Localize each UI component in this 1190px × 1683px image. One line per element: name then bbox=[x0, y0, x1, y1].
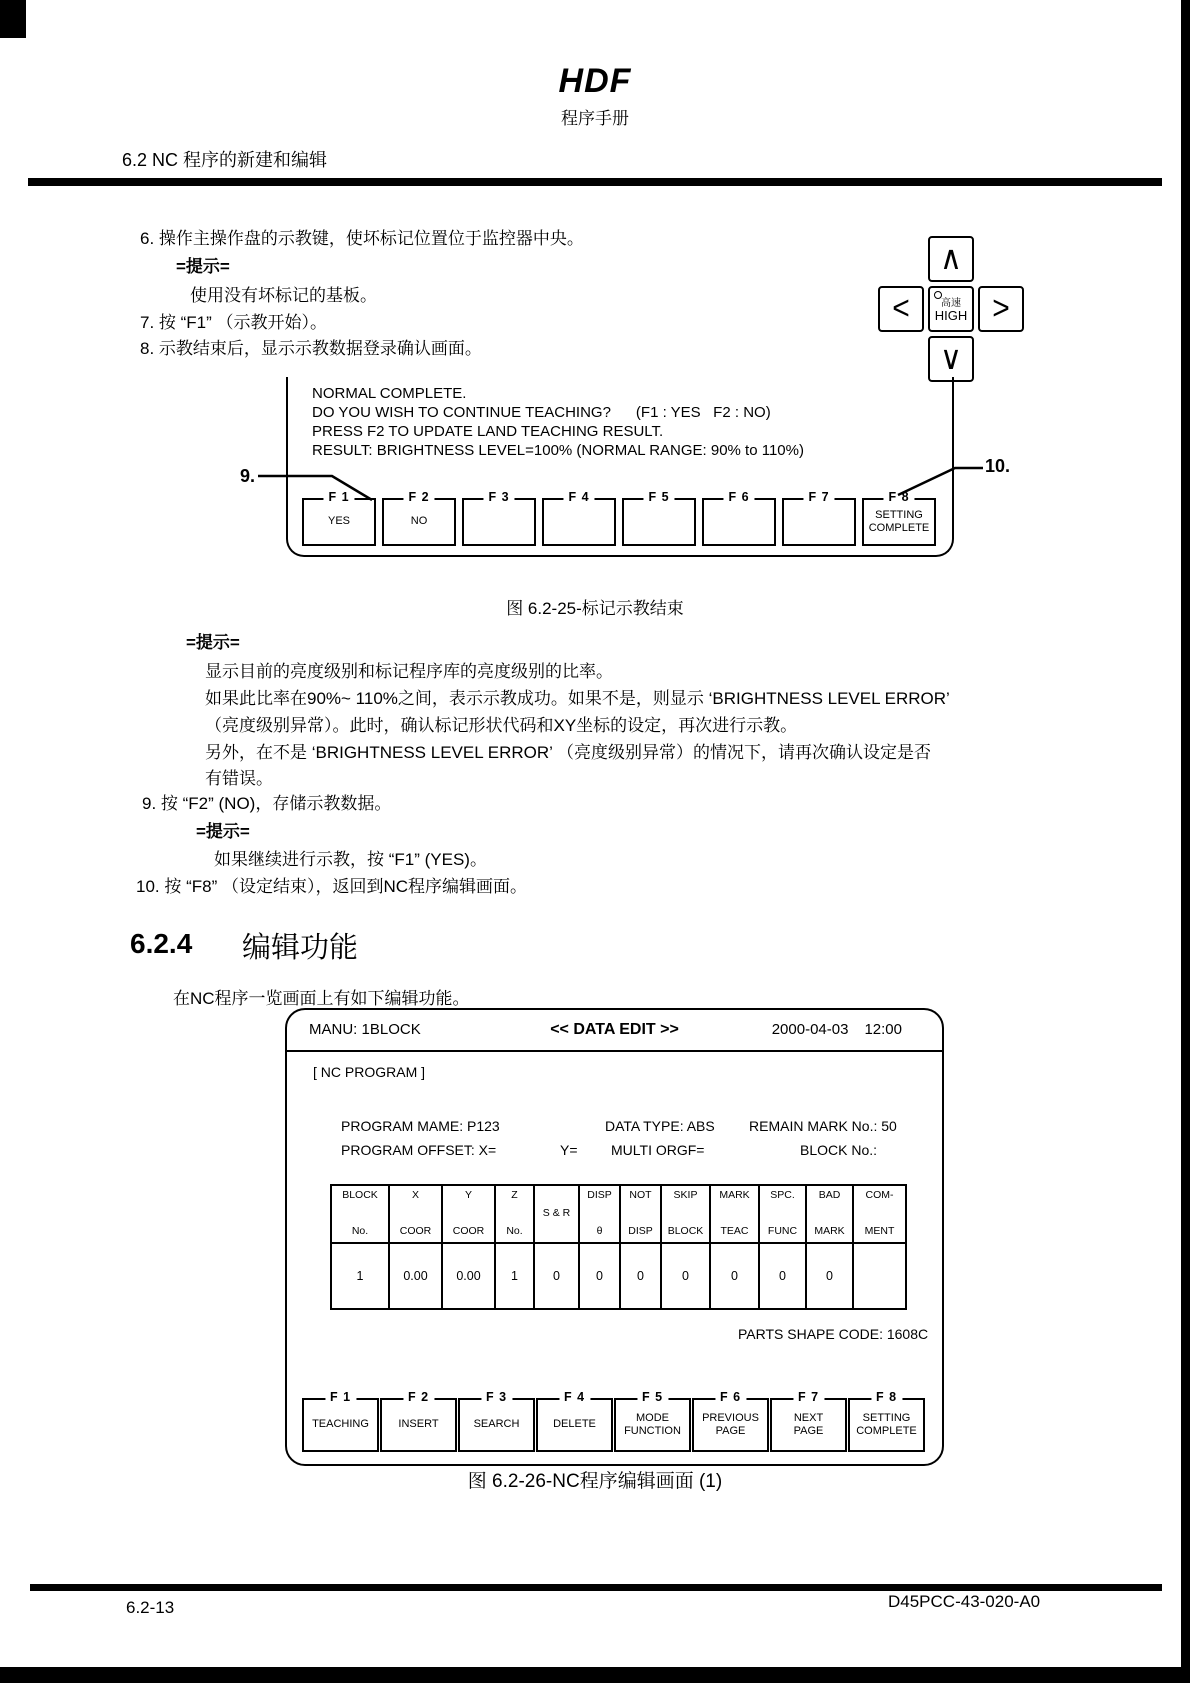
arrow-right-key bbox=[978, 286, 1024, 332]
fkey-f8-label-2: COMPLETE bbox=[868, 522, 930, 534]
fkey2-f5 bbox=[614, 1390, 691, 1452]
fkey2-f1-tab: F 1 bbox=[325, 1390, 356, 1404]
tips-line-2: 如果此比率在90%~ 110%之间，表示示教成功。如果不是，则显示 ‘BRIGHTNESS LEVEL ERROR’ bbox=[205, 689, 950, 708]
fkey-f7 bbox=[782, 490, 856, 546]
footer-doc-number: D45PCC-43-020-A0 bbox=[888, 1592, 1041, 1611]
fkey-f8 bbox=[862, 490, 936, 546]
fkey2-f3-tab: F 3 bbox=[481, 1390, 512, 1404]
remain-mark-no: REMAIN MARK No.: 50 bbox=[749, 1118, 897, 1134]
fkey2-f7 bbox=[770, 1390, 847, 1452]
figure-caption-26: 图 6.2-26-NC程序编辑画面 (1) bbox=[467, 1471, 723, 1492]
arrow-up-key bbox=[928, 236, 974, 282]
chevron-up-icon: ∧ bbox=[940, 240, 962, 277]
screen2-date: 2000-04-03 bbox=[771, 1021, 849, 1038]
fkey2-f4 bbox=[536, 1390, 613, 1452]
screen2-title: << DATA EDIT >> bbox=[550, 1021, 679, 1038]
fkey2-f5-tab: F 5 bbox=[637, 1390, 668, 1404]
footer-page-number: 6.2-13 bbox=[126, 1598, 175, 1617]
fkey2-f7-label-2: PAGE bbox=[793, 1425, 824, 1437]
fkey-f3-tab: F 3 bbox=[483, 490, 514, 504]
step-7: 7. 按 “F1” （示教开始）。 bbox=[140, 313, 328, 332]
fkey2-f5-label-2: FUNCTION bbox=[624, 1425, 681, 1437]
step-10: 10. 按 “F8” （设定结束），返回到NC程序编辑画面。 bbox=[136, 877, 528, 896]
tip-text: 使用没有坏标记的基板。 bbox=[190, 286, 377, 305]
screen2-datetime bbox=[772, 1021, 902, 1038]
screen2-time: 12:00 bbox=[864, 1021, 902, 1038]
footer-rule bbox=[30, 1584, 1162, 1591]
brand-logo: HDF bbox=[558, 62, 632, 100]
chevron-right-icon: > bbox=[992, 290, 1010, 327]
fkey-f1-label: YES bbox=[327, 515, 350, 528]
fkey2-f6-label-1: PREVIOUS bbox=[702, 1411, 759, 1424]
fkey-f1-tab: F 1 bbox=[323, 490, 354, 504]
step-9: 9. 按 “F2” (NO)，存储示教数据。 bbox=[142, 794, 392, 813]
screen1-line-2: DO YOU WISH TO CONTINUE TEACHING? (F1 : YES F2 : NO) bbox=[312, 404, 771, 421]
running-section-header: 6.2 NC 程序的新建和编辑 bbox=[122, 150, 328, 170]
screen2-header-divider bbox=[287, 1050, 942, 1052]
fkey2-f5-label-1: MODE bbox=[636, 1411, 669, 1424]
fkey2-f2-label: INSERT bbox=[398, 1418, 439, 1431]
fkey-f2 bbox=[382, 490, 456, 546]
callout-9: 9. bbox=[240, 466, 256, 486]
fkey-f6-tab: F 6 bbox=[723, 490, 754, 504]
screen1-line-4: RESULT: BRIGHTNESS LEVEL=100% (NORMAL RANGE: 90% to 110%) bbox=[312, 442, 804, 459]
fkey-f7-tab: F 7 bbox=[803, 490, 834, 504]
parts-shape-code: PARTS SHAPE CODE: 1608C bbox=[738, 1326, 929, 1342]
program-offset-x: PROGRAM OFFSET: X= bbox=[341, 1142, 497, 1158]
tips-line-1: 显示目前的亮度级别和标记程序库的亮度级别的比率。 bbox=[205, 662, 613, 681]
table-data-row: 1 0.00 0.00 1 0 0 0 0 0 0 0 bbox=[331, 1243, 906, 1309]
callout-9-line bbox=[252, 460, 392, 505]
fkey2-f6-tab: F 6 bbox=[715, 1390, 746, 1404]
screen1-line-3: PRESS F2 TO UPDATE LAND TEACHING RESULT. bbox=[312, 423, 664, 440]
fkey-f8-label-1: SETTING bbox=[875, 508, 923, 521]
fkey2-f4-label: DELETE bbox=[553, 1418, 596, 1431]
screen2-mode: MANU: 1BLOCK bbox=[309, 1021, 421, 1038]
fkey2-f7-tab: F 7 bbox=[793, 1390, 824, 1404]
chevron-left-icon: < bbox=[892, 290, 910, 327]
fkey2-f8-tab: F 8 bbox=[871, 1390, 902, 1404]
fkey-f4-tab: F 4 bbox=[563, 490, 594, 504]
scan-edge-right bbox=[1181, 0, 1190, 1683]
figure-caption-25: 图 6.2-25-标记示教结束 bbox=[506, 599, 684, 618]
fkey-f1 bbox=[302, 490, 376, 546]
fkey2-f8 bbox=[848, 1390, 925, 1452]
header-rule bbox=[28, 178, 1162, 186]
fkey-f5-tab: F 5 bbox=[643, 490, 674, 504]
tip-label: =提示= bbox=[176, 257, 230, 276]
fkey2-f4-tab: F 4 bbox=[559, 1390, 590, 1404]
fkey-f2-label: NO bbox=[410, 515, 428, 528]
section-number: 6.2.4 bbox=[130, 928, 193, 959]
fkey-f2-tab: F 2 bbox=[403, 490, 434, 504]
scan-corner-mark bbox=[0, 0, 26, 38]
nc-program-label: [ NC PROGRAM ] bbox=[313, 1064, 426, 1080]
arrow-down-key bbox=[928, 336, 974, 382]
fkey-f5 bbox=[622, 490, 696, 546]
fkey2-f6-label-2: PAGE bbox=[715, 1425, 746, 1437]
program-name: PROGRAM MAME: P123 bbox=[341, 1118, 500, 1134]
fkey2-f1 bbox=[302, 1390, 379, 1452]
fkey-f3 bbox=[462, 490, 536, 546]
screen1-line-1: NORMAL COMPLETE. bbox=[312, 385, 467, 402]
lamp-icon bbox=[934, 291, 942, 299]
high-speed-label-cn: 高速 bbox=[941, 297, 961, 309]
fkey-f6 bbox=[702, 490, 776, 546]
nc-block-table bbox=[330, 1184, 907, 1310]
fkey-f8-tab: F 8 bbox=[883, 490, 914, 504]
step-6: 6. 操作主操作盘的示教键，使坏标记位置位于监控器中央。 bbox=[140, 229, 584, 248]
fkey2-f2-tab: F 2 bbox=[403, 1390, 434, 1404]
block-no-label: BLOCK No.: bbox=[800, 1142, 878, 1158]
callout-10: 10. bbox=[985, 456, 1011, 476]
arrow-left-key bbox=[878, 286, 924, 332]
program-offset-y: Y= bbox=[560, 1142, 578, 1158]
table-header-row: BLOCK No. X COOR Y COOR Z No. S & R DISP θ NOT DISP SKIP BLOCK MARK TEAC SPC. FUNC BAD MARK COM- MENT bbox=[331, 1185, 906, 1243]
scan-edge-bottom bbox=[0, 1667, 1190, 1683]
fkey-f4 bbox=[542, 490, 616, 546]
step-8: 8. 示教结束后，显示示教数据登录确认画面。 bbox=[140, 339, 482, 358]
data-type: DATA TYPE: ABS bbox=[605, 1118, 715, 1134]
tips-line-3: （亮度级别异常）。此时，确认标记形状代码和XY坐标的设定，再次进行示教。 bbox=[205, 716, 798, 735]
chevron-down-icon: ∨ bbox=[940, 340, 962, 377]
tips-label: =提示= bbox=[186, 633, 240, 652]
high-speed-label-en: HIGH bbox=[934, 308, 968, 324]
fkey2-f2 bbox=[380, 1390, 457, 1452]
brand-subtitle: 程序手册 bbox=[561, 109, 629, 128]
fkey2-f7-label-1: NEXT bbox=[793, 1411, 824, 1424]
high-speed-key bbox=[928, 286, 974, 332]
fkey2-f3 bbox=[458, 1390, 535, 1452]
fkey2-f8-label-2: COMPLETE bbox=[856, 1425, 917, 1437]
callout-10-line bbox=[893, 455, 988, 500]
section-intro: 在NC程序一览画面上有如下编辑功能。 bbox=[173, 989, 470, 1008]
tip-label-2: =提示= bbox=[196, 822, 250, 841]
fkey2-f8-label-1: SETTING bbox=[862, 1411, 911, 1424]
tip-text-2: 如果继续进行示教，按 “F1” (YES)。 bbox=[214, 850, 487, 869]
tips-line-4: 另外，在不是 ‘BRIGHTNESS LEVEL ERROR’ （亮度级别异常）的情况下，请再次确认设定是否 bbox=[205, 743, 932, 762]
fkey2-f3-label: SEARCH bbox=[473, 1418, 520, 1431]
fkey2-f1-label: TEACHING bbox=[312, 1418, 369, 1431]
multi-orgf: MULTI ORGF= bbox=[611, 1142, 705, 1158]
tips-line-5: 有错误。 bbox=[205, 769, 273, 788]
section-title: 编辑功能 bbox=[242, 932, 359, 964]
fkey2-f6 bbox=[692, 1390, 769, 1452]
